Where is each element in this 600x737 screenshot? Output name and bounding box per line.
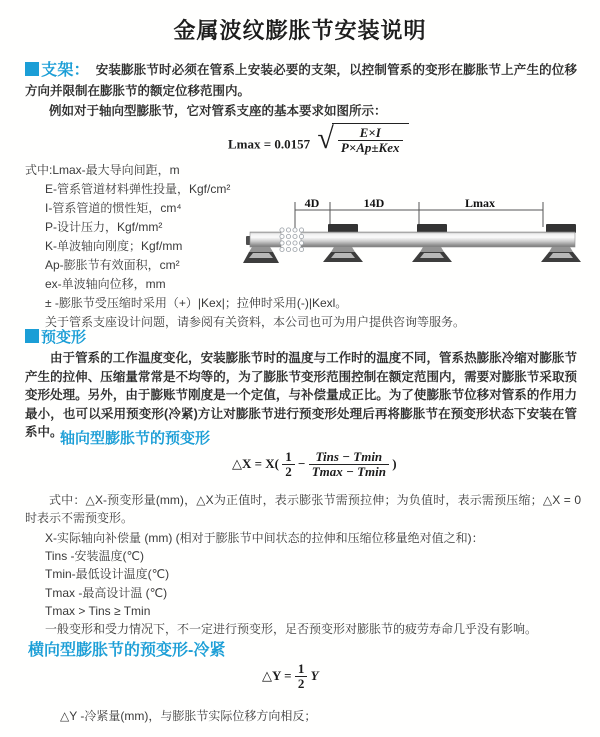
formula-dx-half-num: 1: [282, 450, 295, 465]
section-support: [25, 60, 577, 101]
support-diagram: [243, 196, 593, 288]
support-label-text: 支架：: [41, 62, 90, 79]
support-section-label: [25, 62, 90, 79]
pipe: [250, 232, 575, 247]
formula-delta-x: [232, 450, 397, 480]
formula-dx-half-den: 2: [285, 464, 292, 480]
page-title: 金属波纹膨胀节安装说明: [173, 18, 427, 43]
blue-square-icon: [25, 62, 39, 76]
formula-dy-rhs: Y: [310, 667, 319, 683]
formula-lmax: [228, 123, 409, 156]
axial-tmin: Tmin-最低设计温度(℃): [45, 567, 170, 582]
sqrt-icon: √: [317, 122, 334, 156]
var-line-ap: Ap-膨胀节有效面积，cm²: [45, 258, 180, 272]
lateral-y-def: △Y -冷紧量(mm)，与膨胀节实际位移方向相反；: [60, 709, 317, 723]
dim-label-4d: 4D: [304, 196, 320, 210]
dim-label-14d: 14D: [363, 196, 385, 210]
lateral-heading: 横向型膨胀节的预变形-冷紧: [28, 642, 226, 659]
formula-dx-minus: −: [298, 455, 306, 471]
axial-note: 一般变形和受力情况下，不一定进行预变形，足否预变形对膨胀节的疲劳寿命几乎没有影响。: [45, 622, 538, 637]
formula-dx-lhs: △X = X(: [232, 455, 280, 471]
support-example-text: 例如对于轴向型膨胀节，它对管系支座的基本要求如图所示：: [49, 104, 387, 118]
var-line-i: I-管系管道的惯性矩，cm⁴: [45, 201, 182, 215]
formula-lmax-numerator: E×I: [338, 126, 403, 141]
formula-dy-numerator: 1: [295, 662, 308, 677]
formula-dx-close: ): [392, 455, 397, 471]
axial-desc-text: 式中：△X-预变形量(mm)，△X为正值时，表示膨张节需预拉伸；为负值时，表示需预压缩；△X = 0时表示不需预变形。: [25, 493, 581, 525]
var-line-ex: ex-单波轴向位移，mm: [45, 277, 166, 291]
formula-lmax-denominator: P×Ap±Kex: [340, 140, 400, 156]
predeform-heading: [25, 326, 86, 347]
formula-dy-lhs: △Y =: [262, 667, 292, 683]
var-line-plusminus: ± -膨胀节受压缩时采用（+）|Kex|；拉伸时采用(-)|Kexl。: [45, 296, 348, 310]
predeform-paragraph: 由于管系的工作温度变化，安装膨胀节时的温度与工作时的温度不同，管系热膨胀冷缩对膨胀节产生的拉伸、压缩量常常是不均等的，为了膨胀节变形范围控制在额定范围内，需要对膨胀节采取预变形处理。另外，由于膨账节刚度是一个定值，与补偿量成正比。为了使膨胀节位移对管系的作用力最小，也可以采用预变形(冷紧)方让对膨胀节进行预变形处理后再将膨胀节在预变形状态下安装在管系中。: [25, 351, 577, 439]
axial-x-def: X-实际轴向补偿量 (mm) (相对于膨胀节中间状态的拉伸和压缩位移量绝对值之和)：: [45, 531, 484, 545]
guide-caps: [328, 224, 576, 233]
radical-sign: [317, 123, 408, 156]
axial-tins: Tins -安装温度(℃): [45, 549, 145, 564]
formula-dx-numerator: Tins − Tmin: [309, 450, 389, 465]
dim-label-lmax: Lmax: [465, 196, 495, 210]
predeform-heading-text: 预变形: [41, 329, 87, 346]
blue-square-icon: [25, 329, 39, 343]
axial-heading: 轴向型膨胀节的预变形: [60, 430, 211, 447]
formula-delta-y: [262, 662, 319, 692]
formula-dx-denominator: Tmax − Tmin: [311, 464, 387, 480]
var-line-lmax: 式中:Lmax-最大导向间距，m: [25, 163, 180, 177]
axial-definitions: [45, 529, 575, 638]
bellows-icon: [280, 228, 304, 252]
axial-relation: Tmax > Tins ≥ Tmin: [45, 603, 151, 618]
axial-tmax: Tmax -最高设计温 (℃): [45, 585, 168, 600]
var-line-p: P-设计压力，Kgf/mm²: [45, 220, 163, 234]
formula-dy-denominator: 2: [297, 676, 305, 692]
support-intro-text: 安装膨胀节时必须在管系上安装必要的支架，以控制管系的变形在膨胀节上产生的位移方向并限制在膨胀节的额定位移范围内。: [25, 63, 577, 98]
var-line-k: K-单波轴向刚度；Kgf/mm: [45, 239, 183, 253]
var-line-e: E-管系管道材料弹性投量，Kgf/cm²: [45, 182, 231, 196]
support-note-text: 关于管系支座设计问题，请参阅有关资料，本公司也可为用户提供咨询等服务。: [45, 315, 466, 329]
formula-lmax-lhs: Lmax = 0.0157: [228, 136, 311, 152]
